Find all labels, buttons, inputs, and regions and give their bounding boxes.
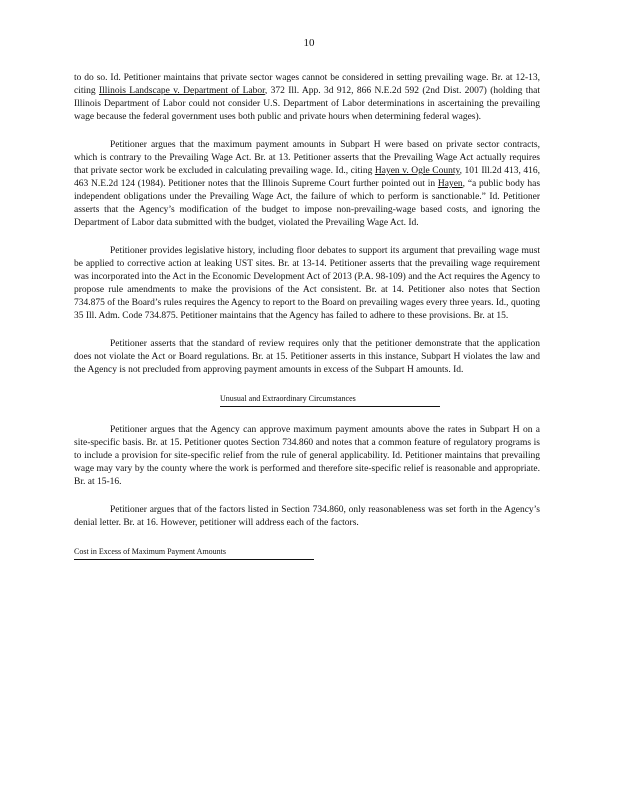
page-number: 10 (303, 37, 315, 49)
paragraph-text: Petitioner argues that of the factors listed in Section 734.860, only reasonableness was set forth in the Agency’s denial letter. Br. at 16. However, petitioner will address each of the factors. (74, 505, 540, 528)
section-heading-text: Unusual and Extraordinary Circumstances (220, 392, 440, 407)
paragraph-text: Petitioner provides legislative history, including floor debates to support its argument that prevailing wage must be applied to corrective action at leaking UST sites. Br. at 13-14. Petitioner asserts that the prevailing wage requirement was incorporated into the Act in the Economic Development Act of 2013 (P.A. 98-109) and the Act requires the Agency to propose rule amendments to make the provisions of the Act consistent. Br. at 14. Petitioner also notes that Section 734.875 of the Board’s rules requires the Agency to report to the Board on prevailing wages every three years. Id., quoting 35 Ill. Adm. Code 734.875. Petitioner maintains that the Agency has failed to adhere to these provisions. Br. at 15. (74, 246, 540, 321)
paragraph (74, 245, 540, 323)
paragraph (74, 424, 540, 489)
paragraph (74, 72, 540, 124)
paragraph (74, 338, 540, 377)
case-citation: Hayen v. Ogle County (374, 166, 460, 176)
paragraph (74, 504, 540, 530)
paragraph-text: Petitioner argues that the Agency can approve maximum payment amounts above the rates in Subpart H on a site-specific basis. Br. at 15. Petitioner quotes Section 734.860 and notes that a common feature of regulatory programs is to include a provision for site-specific relief from the rule of general applicability. Id. Petitioner maintains that prevailing wage may vary by the county where the work is performed and therefore site-specific relief is reasonable and appropriate. Br. at 15-16. (74, 425, 540, 487)
section-heading-cost (74, 545, 540, 560)
paragraph-text: , “a public body has independent obligations under the Prevailing Wage Act, the failure of which to perform is sanctionable.” Id. Petitioner asserts that the Agency’s modification of the budget to impose non-prevailing-wage based costs, and ignoring the Department of Labor data submitted with the budget, violated the Prevailing Wage Act. Id. (74, 179, 541, 228)
paragraph-text: , 101 Ill.2d 413, 416, 463 N.E.2d 124 (1984). Petitioner notes that the Illinois Supreme Court further pointed out in (74, 166, 540, 189)
section-heading-unusual (74, 392, 540, 407)
paragraph-text: Petitioner asserts that the standard of review requires only that the petitioner demonstrate that the application does not violate the Act or Board regulations. Br. at 15. Petitioner asserts in this instance, Subpart H violates the law and the Agency is not precluded from approving payment amounts in excess of the Subpart H amounts. Id. (74, 339, 540, 375)
paragraph (74, 139, 540, 230)
case-citation: Hayen (437, 179, 463, 189)
paragraph-text: , 372 Ill. App. 3d 912, 866 N.E.2d 592 (2nd Dist. 2007) (holding that Illinois Department of Labor could not consider U.S. Department of Labor determinations in ascertaining the prevailing wage because the federal government uses both public and private hours when determining federal wages). (74, 86, 540, 122)
section-heading-text: Cost in Excess of Maximum Payment Amounts (74, 545, 314, 560)
paragraph-text: to do so. Id. Petitioner maintains that private sector wages cannot be considered in setting prevailing wage. Br. at 12-13, citing (74, 73, 540, 96)
document-body (74, 72, 540, 560)
paragraph-text: Petitioner argues that the maximum payment amounts in Subpart H were based on private sector contracts, which is contrary to the Prevailing Wage Act. Br. at 13. Petitioner asserts that the Prevailing Wage Act actually requires that private sector work be excluded in calculating prevailing wage. Id., citing (74, 140, 540, 176)
case-citation: Illinois Landscape v. Department of Labor (99, 86, 265, 96)
